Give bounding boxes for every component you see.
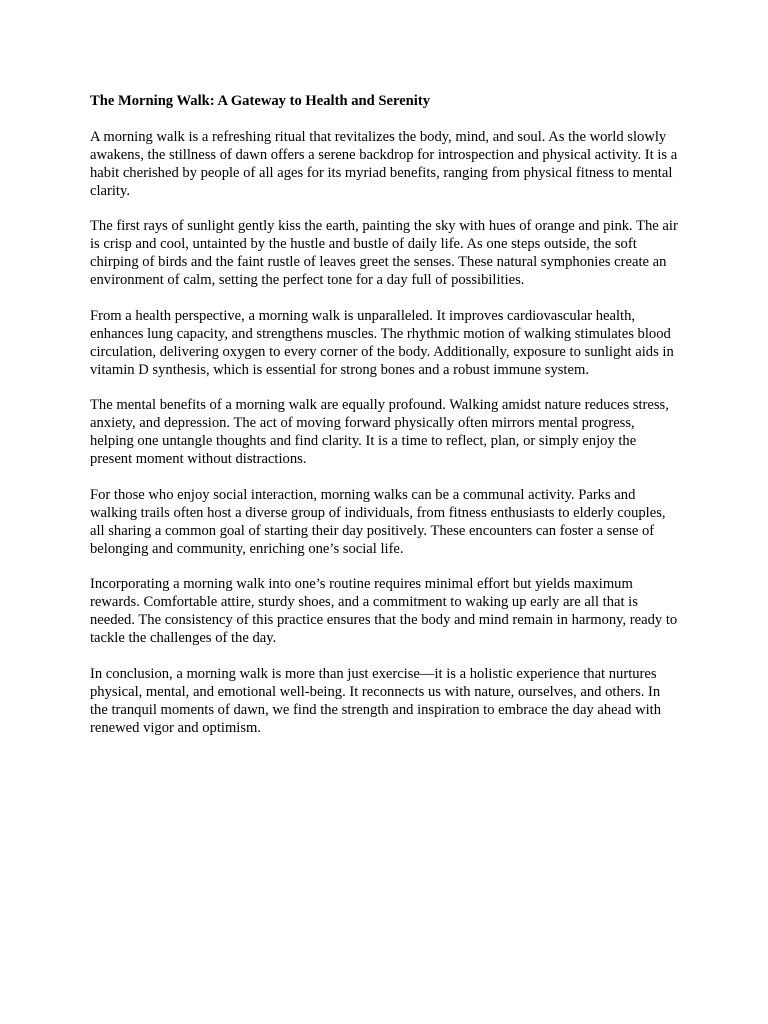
paragraph-social: For those who enjoy social interaction, morning walks can be a communal activity. Parks and walking trails often host a diverse group of individuals, from fitness enthusiasts to elderly couples, all sharing a common goal of starting their day positively. These encounters can foster a sense of belonging and community, enriching one’s social life. xyxy=(90,486,666,557)
paragraph-intro: A morning walk is a refreshing ritual that revitalizes the body, mind, and soul. As the world slowly awakens, the stillness of dawn offers a serene backdrop for introspection and physical activity. It is a habit cherished by people of all ages for its myriad benefits, ranging from physical fitness to mental clarity. xyxy=(90,128,678,199)
paragraph-routine: Incorporating a morning walk into one’s routine requires minimal effort but yields maximum rewards. Comfortable attire, sturdy shoes, and a commitment to waking up early are all that is needed. The consistency of this practice ensures that the body and mind remain in harmony, ready to tackle the challenges of the day. xyxy=(90,576,678,647)
paragraph-mental: The mental benefits of a morning walk are equally profound. Walking amidst nature reduces stress, anxiety, and depression. The act of moving forward physically often mirrors mental progress, helping one untangle thoughts and find clarity. It is a time to reflect, plan, or simply enjoy the present moment without distractions. xyxy=(90,397,669,468)
document-body xyxy=(90,93,680,755)
paragraph-sunlight: The first rays of sunlight gently kiss the earth, painting the sky with hues of orange and pink. The air is crisp and cool, untainted by the hustle and bustle of daily life. As one steps outside, the soft chirping of birds and the faint rustle of leaves greet the senses. These natural symphonies create an environment of calm, setting the perfect tone for a day full of possibilities. xyxy=(90,218,678,289)
paragraph-conclusion: In conclusion, a morning walk is more than just exercise—it is a holistic experience that nurtures physical, mental, and emotional well-being. It reconnects us with nature, ourselves, and others. In the tranquil moments of dawn, we find the strength and inspiration to embrace the day ahead with renewed vigor and optimism. xyxy=(90,665,662,736)
document-title: The Morning Walk: A Gateway to Health and Serenity xyxy=(90,93,431,109)
paragraph-health: From a health perspective, a morning walk is unparalleled. It improves cardiovascular health, enhances lung capacity, and strengthens muscles. The rhythmic motion of walking stimulates blood circulation, delivering oxygen to every corner of the body. Additionally, exposure to sunlight aids in vitamin D synthesis, which is essential for strong bones and a robust immune system. xyxy=(90,307,674,378)
